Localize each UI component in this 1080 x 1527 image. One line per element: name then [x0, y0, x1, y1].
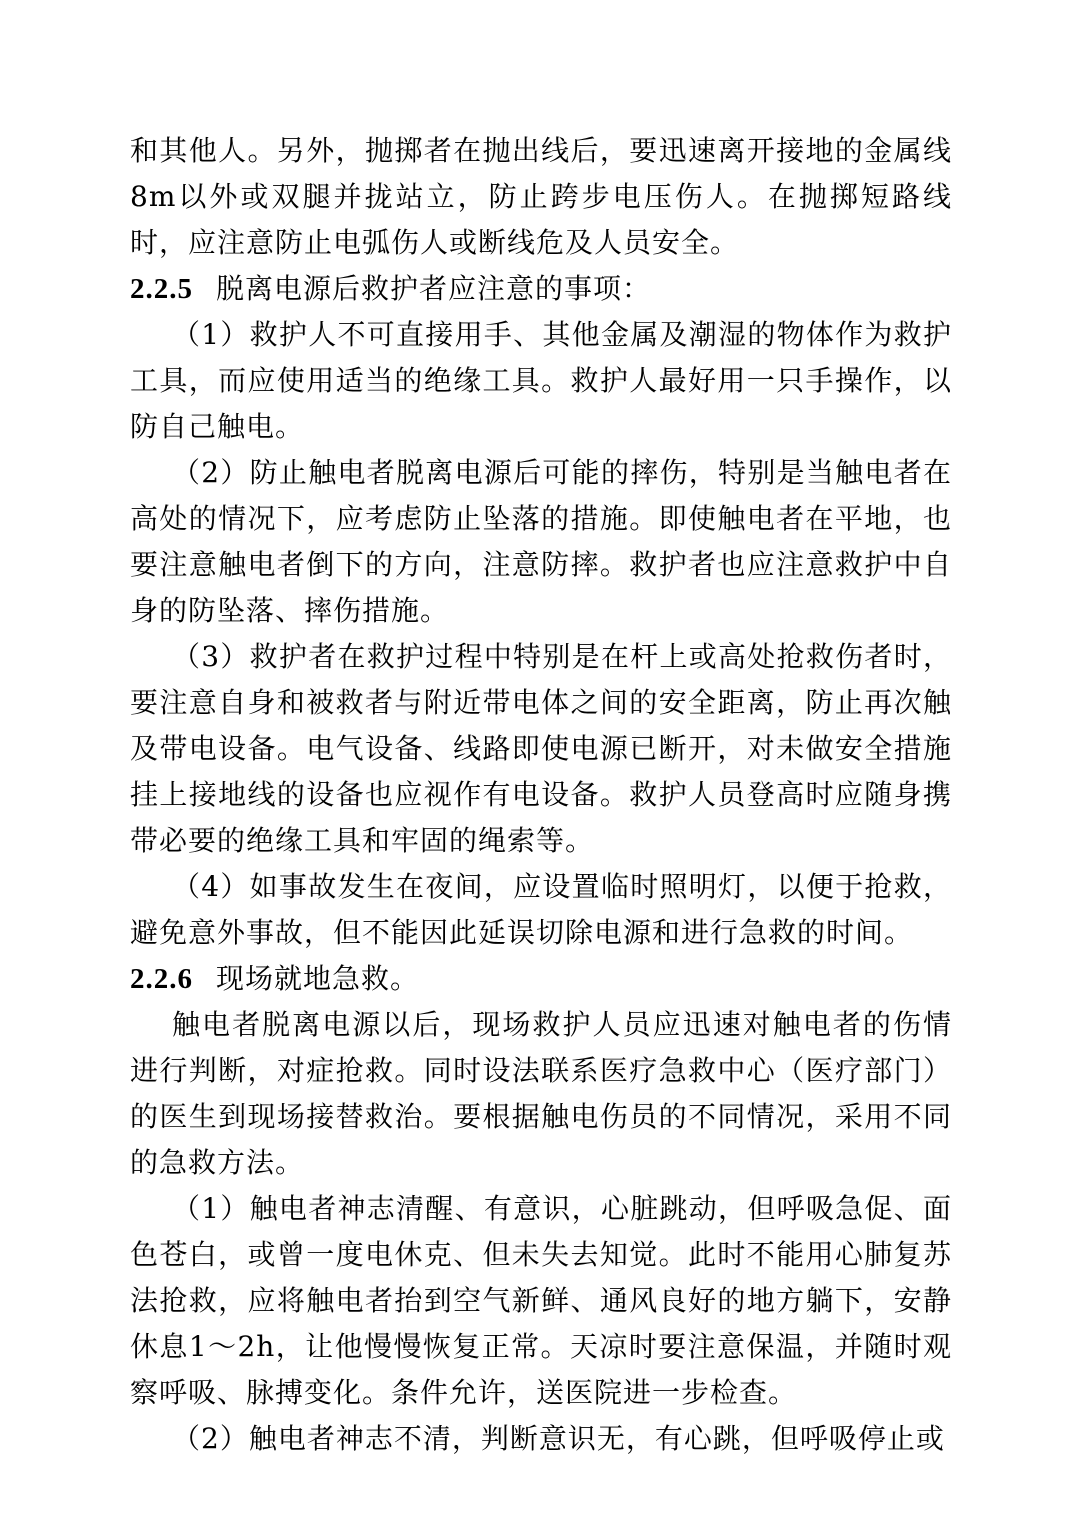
section-title: 现场就地急救。 [216, 962, 420, 995]
list-item: （1）救护人不可直接用手、其他金属及潮湿的物体作为救护工具，而应使用适当的绝缘工具。救护人最好用一只手操作，以防自己触电。 [130, 318, 952, 443]
list-item: （1）触电者神志清醒、有意识，心脏跳动，但呼吸急促、面色苍白，或曾一度电休克、但未失去知觉。此时不能用心肺复苏法抢救，应将触电者抬到空气新鲜、通风良好的地方躺下，安静休息1～2h，让他慢慢恢复正常。天凉时要注意保温，并随时观察呼吸、脉搏变化。条件允许，送医院进一步检查。 [130, 1192, 952, 1409]
section-number: 2.2.5 [130, 273, 193, 305]
section-intro-paragraph: 触电者脱离电源以后，现场救护人员应迅速对触电者的伤情进行判断，对症抢救。同时设法联系医疗急救中心（医疗部门）的医生到现场接替救治。要根据触电伤员的不同情况，采用不同的急救方法。 [130, 1008, 952, 1179]
section-heading-2-2-6 [130, 956, 952, 1002]
section-title: 脱离电源后救护者应注意的事项： [216, 272, 652, 305]
list-item: （4）如事故发生在夜间，应设置临时照明灯，以便于抢救，避免意外事故，但不能因此延误切除电源和进行急救的时间。 [130, 870, 952, 949]
document-body [130, 128, 952, 1462]
list-item: （2）触电者神志不清，判断意识无，有心跳，但呼吸停止或 [172, 1422, 945, 1455]
section-number: 2.2.6 [130, 963, 193, 995]
continued-paragraph: 和其他人。另外，抛掷者在抛出线后，要迅速离开接地的金属线8m以外或双腿并拢站立，防止跨步电压伤人。在抛掷短路线时，应注意防止电弧伤人或断线危及人员安全。 [130, 134, 952, 259]
list-item: （3）救护者在救护过程中特别是在杆上或高处抢救伤者时，要注意自身和被救者与附近带电体之间的安全距离，防止再次触及带电设备。电气设备、线路即使电源已断开，对未做安全措施挂上接地线的设备也应视作有电设备。救护人员登高时应随身携带必要的绝缘工具和牢固的绳索等。 [130, 640, 952, 857]
list-item: （2）防止触电者脱离电源后可能的摔伤，特别是当触电者在高处的情况下，应考虑防止坠落的措施。即使触电者在平地，也要注意触电者倒下的方向，注意防摔。救护者也应注意救护中自身的防坠落、摔伤措施。 [130, 456, 952, 627]
section-heading-2-2-5 [130, 266, 952, 312]
